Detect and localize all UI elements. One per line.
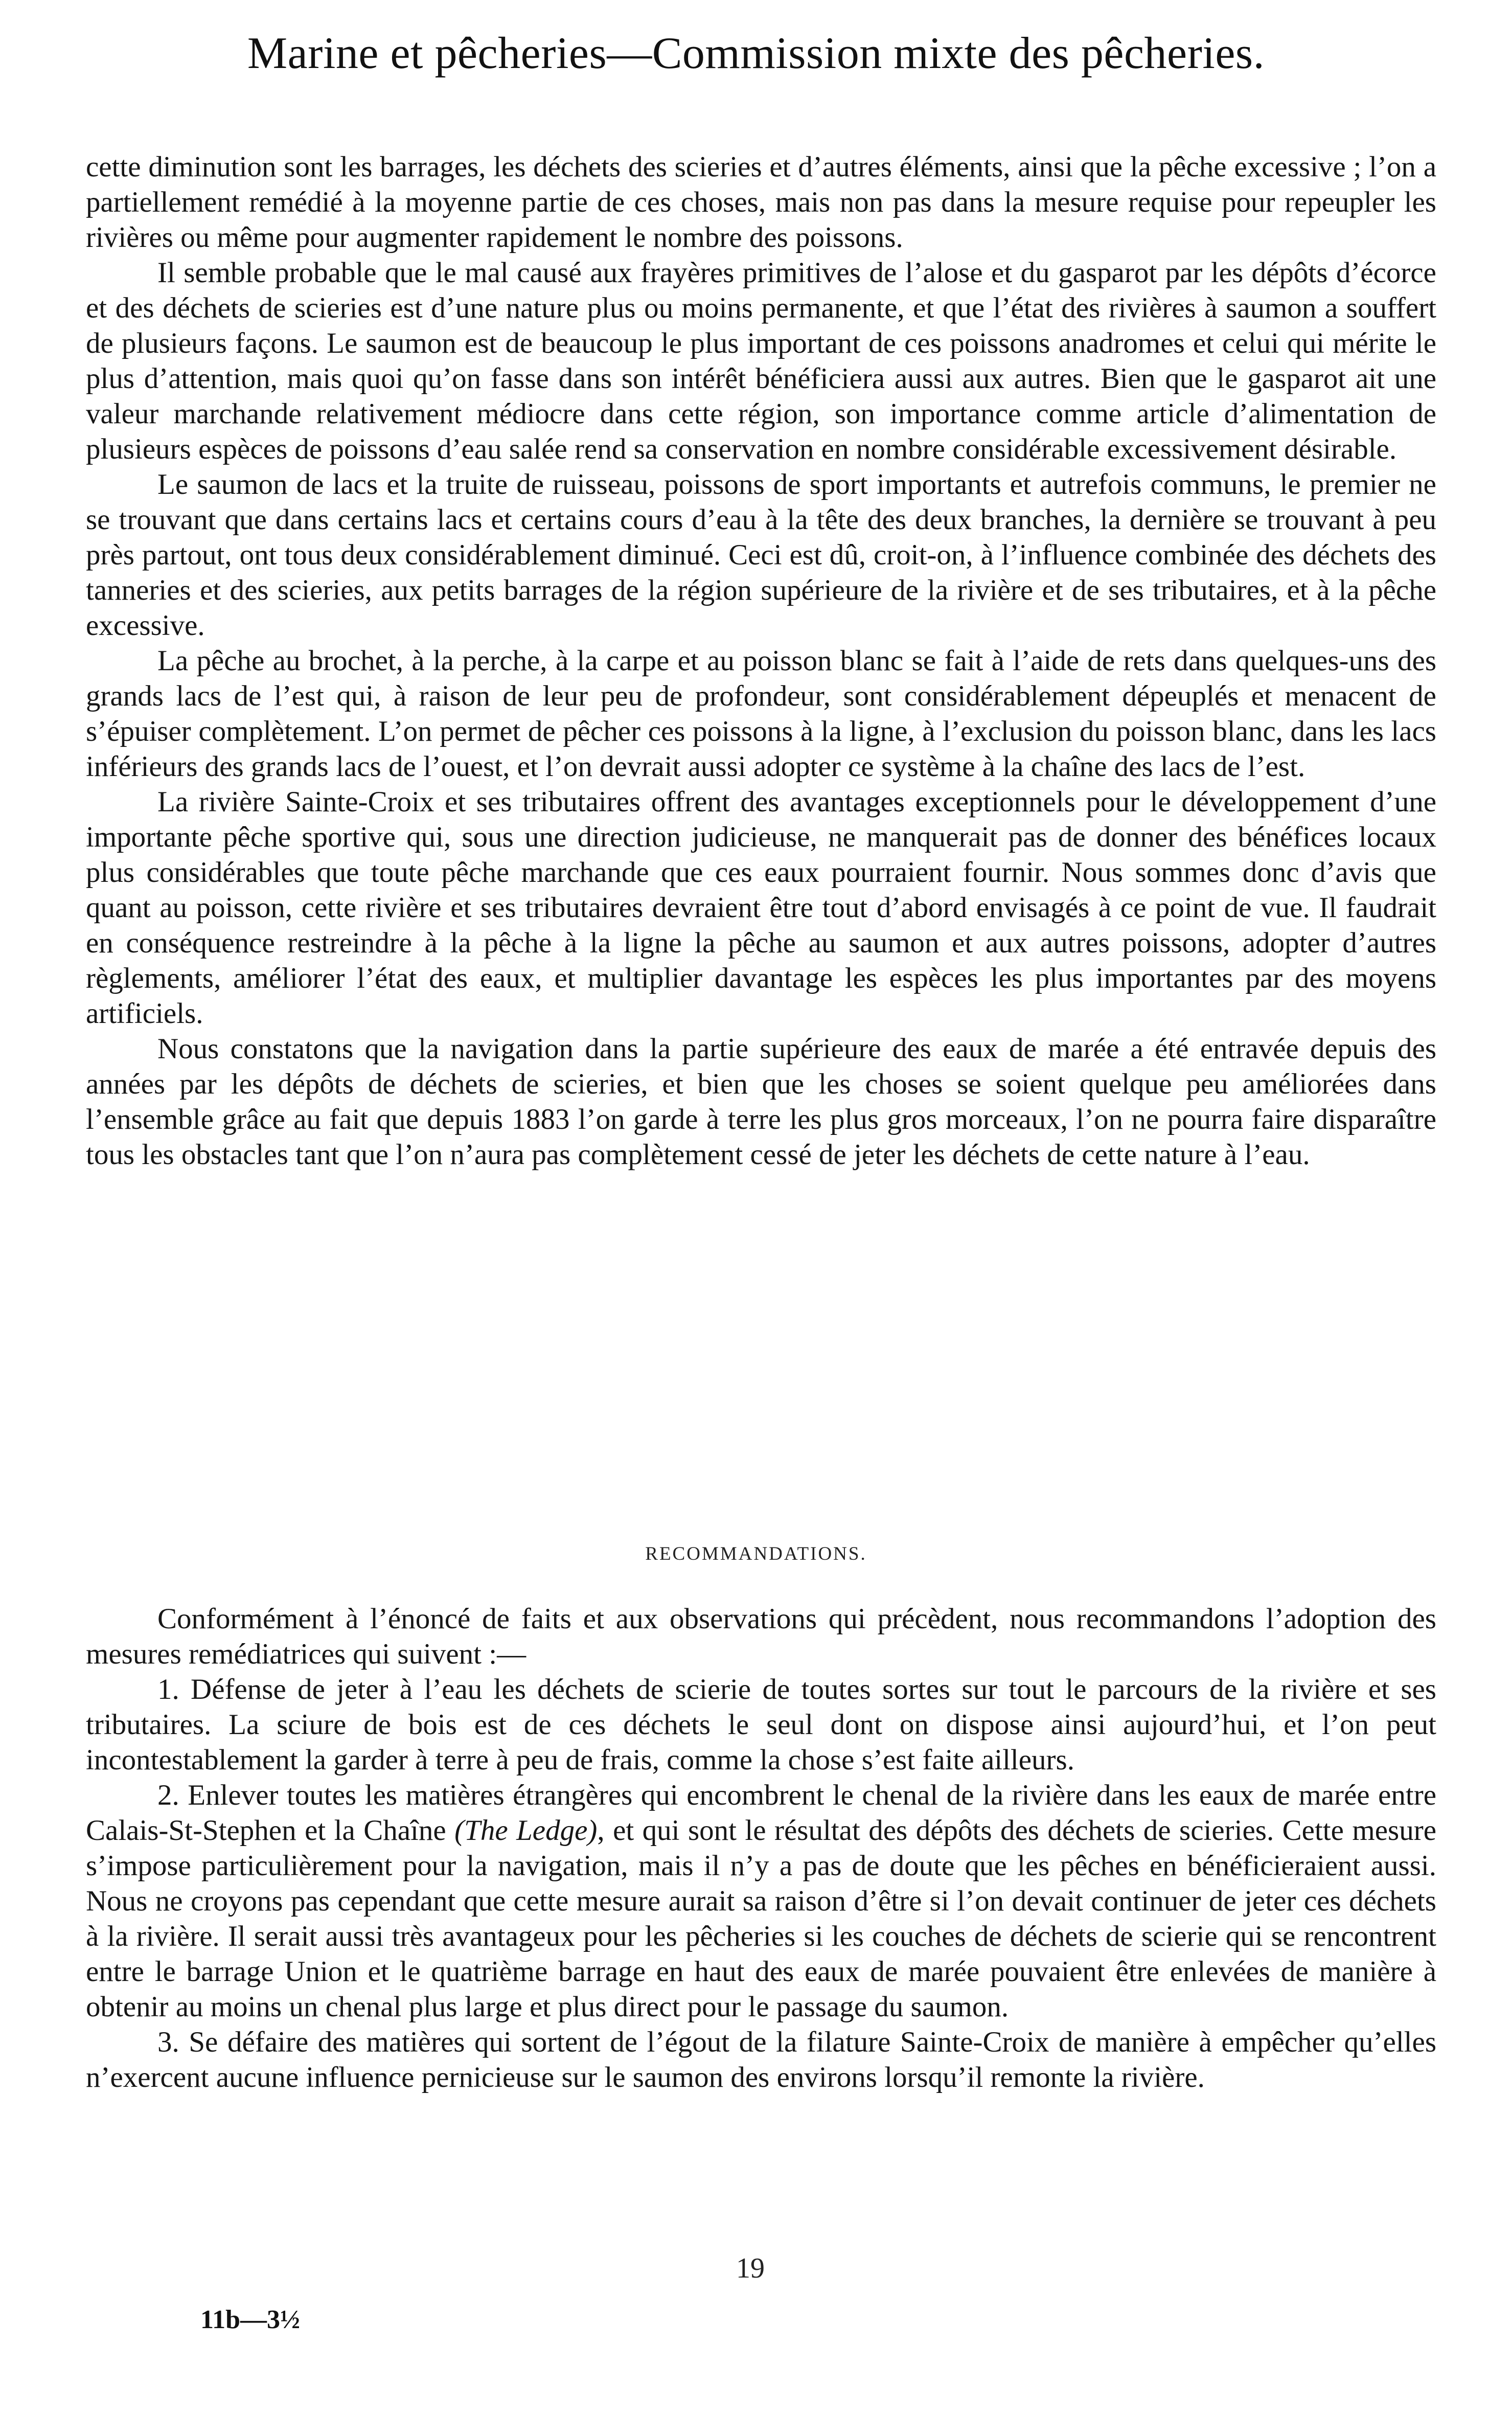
recommendation-item-2-italic: (The Ledge) xyxy=(454,1814,598,1847)
section-heading: RECOMMANDATIONS. xyxy=(645,1543,867,1564)
paragraph-4: La pêche au brochet, à la perche, à la carpe et au poisson blanc se fait à l’aide de rets dans quelques-uns des grands lacs de l’est qui, à raison de leur peu de profondeur, sont considérablement dépeuplés et menacent de s’épuiser complètement. L’on permet de pêcher ces poissons à la ligne, à l’exclusion du poisson blanc, dans les lacs inférieurs des grands lacs de l’ouest, et l’on devrait aussi adopter ce système à la chaîne des lacs de l’est. xyxy=(86,645,1436,783)
recommendation-item-2-before: 2. Enlever toutes les matières étrangères qui encombrent le chenal de la rivière dans les eaux de marée entre Calais-St-Stephen et la Chaîne xyxy=(86,1779,1436,1847)
recommendation-item-3: 3. Se défaire des matières qui sortent de l’égout de la filature Sainte-Croix de manière à empêcher qu’elles n’exercent aucune influence pernicieuse sur le saumon des environs lorsqu’il remonte la rivière. xyxy=(86,2026,1436,2093)
recommendation-item-1: 1. Défense de jeter à l’eau les déchets de scierie de toutes sortes sur tout le parcours de la rivière et ses tributaires. La sciure de bois est de ces déchets le seul dont on dispose ainsi aujourd’hui, et l’on peut incontestablement la garder à terre à peu de frais, comme la chose s’est faite ailleurs. xyxy=(86,1673,1436,1776)
paragraph-5: La rivière Sainte-Croix et ses tributaires offrent des avantages exceptionnels pour le développement d’une importante pêche sportive qui, sous une direction judicieuse, ne manquerait pas de donner des bénéfices locaux plus considérables que toute pêche marchande que ces eaux pourraient fournir. Nous sommes donc d’avis que quant au poisson, cette rivière et ses tributaires devraient être tout d’abord envisagés à ce point de vue. Il faudrait en conséquence restreindre à la pêche à la ligne la pêche au saumon et aux autres poissons, adopter d’autres règlements, améliorer l’état des eaux, et multiplier davantage les espèces les plus importantes par des moyens artificiels. xyxy=(86,786,1436,1030)
body-text xyxy=(86,149,1436,1172)
page-number: 19 xyxy=(736,2252,765,2284)
recommendations-intro: Conformément à l’énoncé de faits et aux observations qui précèdent, nous recommandons l’adoption des mesures remédiatrices qui suivent :— xyxy=(86,1603,1436,1670)
page-title: Marine et pêcheries—Commission mixte des pêcheries. xyxy=(247,29,1265,78)
recommendation-item-2-after: , et qui sont le résultat des dépôts des déchets de scieries. Cette mesure s’impose particulièrement pour la navigation, mais il n’y a pas de doute que les pêches en bénéficieraient aussi. Nous ne croyons pas cependant que cette mesure aurait sa raison d’être si l’on devait continuer de jeter ces déchets à la rivière. Il serait aussi très avantageux pour les pêcheries si les couches de déchets de scierie qui se rencontrent entre le barrage Union et le quatrième barrage en haut des eaux de marée pouvaient être enlevées de manière à obtenir au moins un chenal plus large et plus direct pour le passage du saumon. xyxy=(86,1814,1436,2023)
paragraph-1: cette diminution sont les barrages, les déchets des scieries et d’autres éléments, ainsi que la pêche excessive ; l’on a partiellement remédié à la moyenne partie de ces choses, mais non pas dans la mesure requise pour repeupler les rivières ou même pour augmenter rapidement le nombre des poissons. xyxy=(86,151,1436,254)
paragraph-2: Il semble probable que le mal causé aux frayères primitives de l’alose et du gasparot par les dépôts d’écorce et des déchets de scieries est d’une nature plus ou moins permanente, et que l’état des rivières à saumon a souffert de plusieurs façons. Le saumon est de beaucoup le plus important de ces poissons anadromes et celui qui mérite le plus d’attention, mais quoi qu’on fasse dans son intérêt bénéficiera aussi aux autres. Bien que le gasparot ait une valeur marchande relativement médiocre dans cette région, son importance comme article d’alimentation de plusieurs espèces de poissons d’eau salée rend sa conservation en nombre considérable excessivement désirable. xyxy=(86,257,1436,465)
paragraph-3: Le saumon de lacs et la truite de ruisseau, poissons de sport importants et autrefois communs, le premier ne se trouvant que dans certains lacs et certains cours d’eau à la tête des deux branches, la dernière se trouvant à peu près partout, ont tous deux considérablement diminué. Ceci est dû, croit-on, à l’influence combinée des déchets des tanneries et des scieries, aux petits barrages de la région supérieure de la rivière et de ses tributaires, et à la pêche excessive. xyxy=(86,468,1436,642)
paragraph-6: Nous constatons que la navigation dans la partie supérieure des eaux de marée a été entravée depuis des années par les dépôts de déchets de scieries, et bien que les choses se soient quelque peu améliorées dans l’ensemble grâce au fait que depuis 1883 l’on garde à terre les plus gros morceaux, l’on ne pourra faire disparaître tous les obstacles tant que l’on n’aura pas complètement cessé de jeter les déchets de cette nature à l’eau. xyxy=(86,1033,1436,1171)
signature-mark: 11b—3½ xyxy=(200,2305,301,2334)
recommendations-text xyxy=(86,1601,1436,2095)
recommendation-item-2 xyxy=(86,1778,1436,2024)
